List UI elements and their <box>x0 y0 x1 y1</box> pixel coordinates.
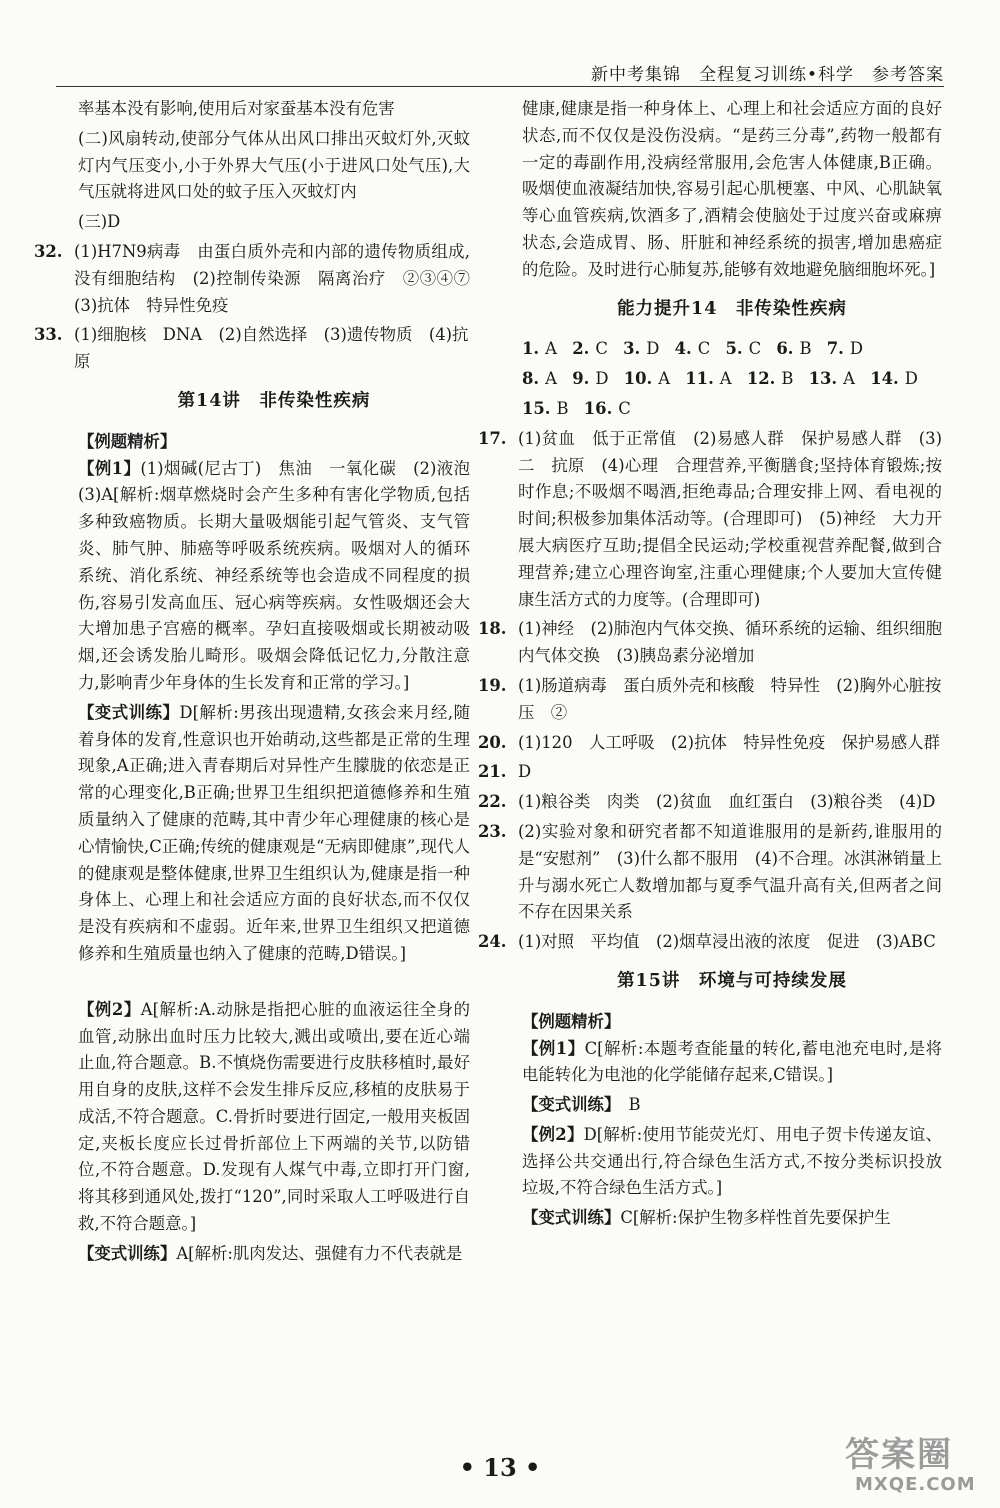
example-heading: 【例题精析】 <box>78 431 177 451</box>
mc-row-3 <box>522 396 942 423</box>
variant-text: C[解析:保护生物多样性首先要保护生 <box>620 1208 891 1228</box>
left-column <box>34 96 487 1271</box>
variant-tag: 【变式训练】 <box>78 1243 177 1263</box>
variant-tag: 【变式训练】 <box>522 1095 613 1115</box>
mc-num: 10. <box>623 369 653 389</box>
mc-answer: C <box>748 339 762 359</box>
example-2 <box>522 1122 942 1202</box>
mc-num: 3. <box>623 339 641 359</box>
mc-answer: D <box>595 369 609 389</box>
answer-22 <box>478 789 942 816</box>
answer-text: (1)贫血 低于正常值 (2)易感人群 保护易感人群 (3)二 抗原 (4)心理 合理营养,平衡膳食;坚持体育锻炼;按时作息;不吸烟不喝酒,拒绝毒品;合理安排上网、看电视的时间;积极参加集体活动等。(合理即可) (5)神经 大力开展大病医疗互助;提倡全民运动;学校重视营养配餐,做到合理营养;建立心理咨询室,注重心理健康;个人要加大宣传健康生活方式的力度等。(合理即可) <box>518 428 942 609</box>
mc-num: 6. <box>776 339 794 359</box>
variant-tag: 【变式训练】 <box>78 702 180 722</box>
mc-answer: A <box>719 369 732 389</box>
mc-answer: D <box>646 339 660 359</box>
answer-number: 19. <box>478 675 507 695</box>
watermark-top-text: 答案圈 <box>845 1435 953 1475</box>
mc-num: 7. <box>826 339 844 359</box>
example-2 <box>78 997 470 1238</box>
mc-row-2 <box>522 366 942 393</box>
example-tag: 【例1】 <box>78 458 141 478</box>
mc-num: 15. <box>522 398 551 418</box>
example-text: A[解析:A.动脉是指把心脏的血液运往全身的血管,动脉出血时压力比较大,溅出或喷出,要在近心端止血,符合题意。B.不慎烧伤需要进行皮肤移植时,最好用自身的皮肤,这样不会发生排斥反应,移植的皮肤易于成活,不符合题意。C.骨折时要进行固定,一般用夹板固定,夹板长度应长过骨折部位上下两端的关节,以防错位,不符合题意。D.发现有人煤气中毒,立即打开门窗,将其移到通风处,拨打“120”,同时采取人工呼吸进行自救,不符合题意。] <box>78 999 470 1234</box>
answer-text: (1)肠道病毒 蛋白质外壳和核酸 特异性 (2)胸外心脏按压 ② <box>518 675 942 722</box>
answer-32 <box>34 239 487 319</box>
mc-num: 2. <box>572 339 590 359</box>
mc-answer: C <box>697 339 711 359</box>
answer-number: 22. <box>478 792 507 812</box>
mc-num: 13. <box>808 369 838 389</box>
answer-number: 33. <box>34 325 63 345</box>
page-number: • 13 • <box>459 1453 541 1482</box>
mc-answer: A <box>545 339 557 359</box>
variant-training-1 <box>522 1092 942 1119</box>
answer-text: (1)粮谷类 肉类 (2)贫血 血红蛋白 (3)粮谷类 (4)D <box>518 792 936 812</box>
header-divider <box>56 86 944 87</box>
intro-line-3: (三)D <box>78 212 121 232</box>
answer-number: 21. <box>478 762 507 782</box>
answer-text: (1)H7N9病毒 由蛋白质外壳和内部的遗传物质组成,没有细胞结构 (2)控制传染源 隔离治疗 ②③④⑦ (3)抗体 特异性免疫 <box>74 241 487 315</box>
variant-text: B <box>628 1095 641 1115</box>
answer-21 <box>478 759 942 786</box>
running-header: 新中考集锦 全程复习训练•科学 参考答案 <box>590 65 944 85</box>
mc-num: 1. <box>522 339 540 359</box>
answer-number: 20. <box>478 732 507 752</box>
mc-answer: D <box>849 339 864 359</box>
mc-num: 4. <box>674 339 692 359</box>
answer-number: 17. <box>478 428 507 448</box>
mc-answer: B <box>799 339 812 359</box>
answer-18 <box>478 616 942 670</box>
answer-17 <box>478 426 942 614</box>
example-heading: 【例题精析】 <box>522 1011 621 1031</box>
answer-text: D <box>518 762 532 782</box>
example-text: C[解析:本题考查能量的转化,蓄电池充电时,是将电能转化为电池的化学能储存起来,C错误。] <box>522 1038 942 1085</box>
intro-line-2: (二)风扇转动,使部分气体从出风口排出灭蚊灯外,灭蚊灯内气压变小,小于外界大气压(小于进风口处气压),大气压就将进风口处的蚊子压入灭蚊灯内 <box>78 128 470 202</box>
answer-19 <box>478 673 942 727</box>
answer-number: 18. <box>478 619 507 639</box>
answer-33 <box>34 322 470 376</box>
mc-answer: A <box>545 369 557 389</box>
answer-text: (2)实验对象和研究者都不知道谁服用的是新药,谁服用的是“安慰剂” (3)什么都不服用 (4)不合理。冰淇淋销量上升与溺水死亡人数增加都与夏季气温升高有关,但两者之间不存在因果关系 <box>518 821 942 922</box>
mc-num: 12. <box>746 369 776 389</box>
answer-number: 23. <box>478 821 507 841</box>
answer-20 <box>478 730 942 757</box>
ability-title: 能力提升14 非传染性疾病 <box>617 298 847 319</box>
mc-num: 14. <box>870 369 899 389</box>
variant-training-2 <box>78 1241 470 1268</box>
mc-answer: A <box>843 369 855 389</box>
variant-text: A[解析:肌肉发达、强健有力不代表就是 <box>176 1243 463 1263</box>
answer-text: (1)细胞核 DNA (2)自然选择 (3)遗传物质 (4)抗原 <box>74 325 469 372</box>
example-text: D[解析:使用节能荧光灯、用电子贺卡传递友谊、选择公共交通出行,符合绿色生活方式,不按分类标识投放垃圾,不符合绿色生活方式。] <box>522 1124 942 1198</box>
intro-line-1: 率基本没有影响,使用后对家蚕基本没有危害 <box>78 99 395 118</box>
example-tag: 【例1】 <box>522 1038 585 1058</box>
section-title-15: 第15讲 环境与可持续发展 <box>617 970 847 991</box>
mc-answer: C <box>595 339 608 359</box>
example-tag: 【例2】 <box>78 999 141 1019</box>
watermark-logo <box>845 1435 985 1497</box>
example-text: (1)烟碱(尼古丁) 焦油 一氧化碳 (2)液泡 (3)A[解析:烟草燃烧时会产生多种有害化学物质,包括多种致癌物质。长期大量吸烟能引起气管炎、支气管炎、肺气肿、肺癌等呼吸系统疾病。吸烟对人的循环系统、消化系统、神经系统等也会造成不同程度的损伤,容易引发高血压、冠心病等疾病。女性吸烟还会大大增加患子宫癌的概率。孕妇直接吸烟或长期被动吸烟,还会诱发胎儿畸形。吸烟会降低记忆力,分散注意力,影响青少年身体的生长发育和正常的学习。] <box>78 458 487 692</box>
section-title-14: 第14讲 非传染性疾病 <box>177 390 371 411</box>
variant-text: D[解析:男孩出现遗精,女孩会来月经,随着身体的发育,性意识也开始萌动,这些都是正常的生理现象,A正确;进入青春期后对异性产生朦胧的依恋是正常的心理变化,B正确;世界卫生组织把道德修养和生殖质量纳入了健康的范畴,其中青少年心理健康的核心是心情愉快,C正确;传统的健康观是“无病即健康”,现代人的健康观是整体健康,世界卫生组织认为,健康是指一种身体上、心理上和社会适应方面的良好状态,而不仅仅是没有疾病和不虚弱。近年来,世界卫生组织又把道德修养和生殖质量也纳入了健康的范畴,D错误。] <box>78 702 470 963</box>
variant-training-2 <box>522 1205 942 1232</box>
watermark-bottom-text: MXQE.COM <box>855 1474 976 1495</box>
variant-training-1 <box>78 700 470 968</box>
mc-num: 11. <box>685 369 714 389</box>
answer-text: (1)神经 (2)肺泡内气体交换、循环系统的运输、组织细胞内气体交换 (3)胰岛素分泌增加 <box>518 619 942 666</box>
right-column <box>478 96 942 1235</box>
answer-number: 24. <box>478 932 507 952</box>
answer-24 <box>478 929 942 956</box>
mc-num: 8. <box>522 369 540 389</box>
mc-row-1 <box>522 336 942 363</box>
answer-number: 32. <box>34 241 63 261</box>
example-1 <box>522 1036 942 1090</box>
mc-answer: C <box>618 398 631 418</box>
answer-text: (1)对照 平均值 (2)烟草浸出液的浓度 促进 (3)ABC <box>518 932 936 952</box>
mc-num: 9. <box>572 369 590 389</box>
mc-answer: B <box>556 398 569 418</box>
example-1 <box>78 456 487 697</box>
mc-answer: B <box>781 369 794 389</box>
answer-23 <box>478 819 942 926</box>
answer-text: (1)120 人工呼吸 (2)抗体 特异性免疫 保护易感人群 <box>518 732 940 752</box>
continued-explanation: 健康,健康是指一种身体上、心理上和社会适应方面的良好状态,而不仅仅是没伤没病。“是药三分毒”,药物一般都有一定的毒副作用,没病经常服用,会危害人体健康,B正确。吸烟使血液凝结加快,容易引起心肌梗塞、中风、心肌缺氧等心血管疾病,饮酒多了,酒精会使脑处于过度兴奋或麻痹状态,会造成胃、肠、肝脏和神经系统的损害,增加患癌症的危险。及时进行心肺复苏,能够有效地避免脑细胞坏死。] <box>522 99 942 279</box>
mc-num: 16. <box>583 398 613 418</box>
mc-answer: A <box>658 369 671 389</box>
mc-num: 5. <box>725 339 743 359</box>
variant-tag: 【变式训练】 <box>522 1208 621 1228</box>
example-tag: 【例2】 <box>522 1124 584 1144</box>
mc-answer: D <box>904 369 918 389</box>
